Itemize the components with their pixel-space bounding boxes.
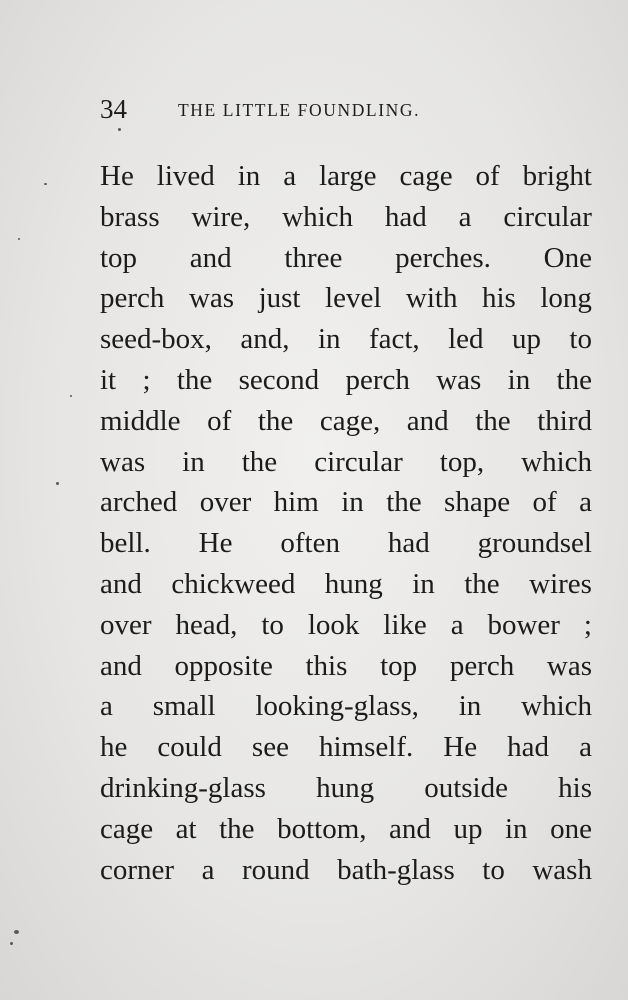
text-line: perch was just level with his long (100, 282, 592, 315)
paper-speck (118, 128, 121, 131)
paper-speck (18, 238, 20, 240)
paper-speck (14, 930, 19, 934)
text-line: brass wire, which had a circular (100, 200, 592, 233)
text-line: He lived in a large cage of bright (100, 160, 592, 192)
text-line: over head, to look like a bower ; (100, 608, 592, 641)
text-line: cage at the bottom, and up in one (100, 812, 592, 845)
paper-speck (70, 395, 72, 397)
text-line: a small looking-glass, in which (100, 690, 592, 723)
text-line: seed-box, and, in fact, led up to (100, 323, 592, 356)
text-line: top and three perches. One (100, 241, 592, 274)
text-line: he could see himself. He had a (100, 731, 592, 764)
text-line: and chickweed hung in the wires (100, 567, 592, 600)
body-text (100, 156, 592, 890)
paper-speck (44, 183, 47, 185)
text-line: corner a round bath-glass to wash (100, 853, 592, 886)
running-head: THE LITTLE FOUNDLING. (178, 100, 421, 120)
page-header (100, 92, 510, 126)
text-line: was in the circular top, which (100, 445, 592, 478)
text-line: drinking-glass hung outside his (100, 771, 592, 804)
text-line: arched over him in the shape of a (100, 486, 592, 519)
text-line: it ; the second perch was in the (100, 363, 592, 396)
text-line: middle of the cage, and the third (100, 404, 592, 437)
paper-speck (56, 482, 59, 485)
text-line: bell. He often had groundsel (100, 527, 592, 560)
paper-speck (10, 942, 13, 945)
text-line: and opposite this top perch was (100, 649, 592, 682)
page-number: 34 (100, 94, 127, 124)
